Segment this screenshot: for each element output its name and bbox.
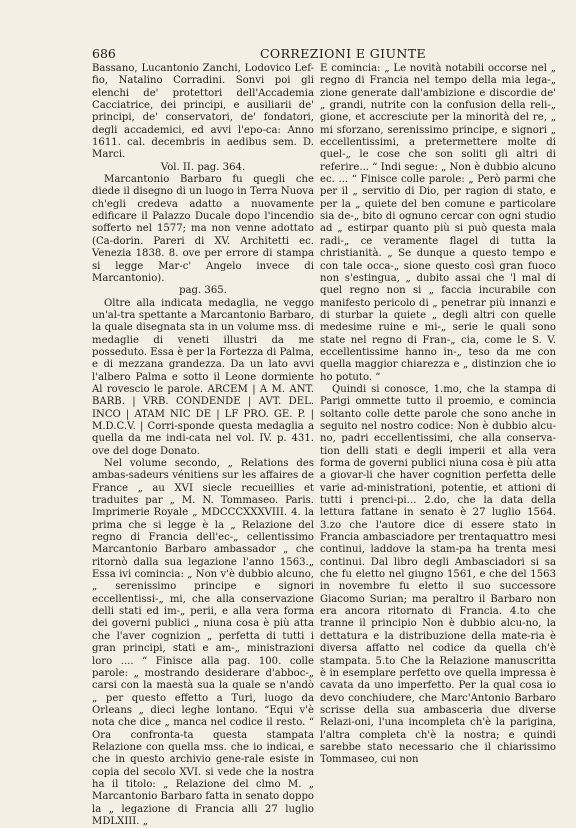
left-column	[92, 63, 314, 828]
paragraph: Quindi si conosce, 1.mo, che la stampa di Parigi ommette tutto il proemio, e comincia soltanto colle dette parole che sono anche in seguito nel nostro codice: Non è dubbio alcu-no, padri eccellentissimi, che alla conserva-tion delli stati e degli imperii et alla vera forma de governi publici niuna cosa è più atta a giovar-li che haver cognition perfetta delle varie ad-ministrationi, potentie, et attioni di tutti i prenci-pi... 2.do, che la data della lettura fattane in senato è 27 luglio 1564. 3.zo che l'autore dice di essere stato in Francia ambasciadore per trentaquattro mesi continui, laddove la stam-pa ha trenta mesi continui. Dal libro degli Ambasciadori si sa che fu eletto nel giugno 1561, e che del 1563 in novembre fu eletto il suo successore Giacomo Surian; ma peraltro il Barbaro non era ancora ritornato di Francia. 4.to che tranne il principio Non è dubbio alcu-no, la dettatura e la distribuzione della mate-ria è diversa affatto nel codice da quella ch'è stampata. 5.to Che la Relazione manuscritta è in esemplare perfetto ove quella impressa è cavata da uno imperfetto. Per la qual cosa io devo conchiudere, che Marc'Antonio Barbaro scrisse della sua ambasceria due diverse Relazi-oni, l'una incompleta ch'è la parigina, l'altra completa ch'è la nostra; e quindi sarebbe stato necessario che il chiarissimo Tommaseo, cui non	[320, 383, 556, 766]
section-heading: pag. 365.	[179, 285, 227, 297]
running-title: CORREZIONI E GIUNTE	[259, 46, 427, 61]
right-column	[320, 63, 556, 767]
paragraph: Bassano, Lucantonio Zanchi, Lodovico Lef-fio, Natalino Corradini. Sonvi poi gli elenchi de' protettori dell'Accademia Cacciatrice, dei principi, e ausiliarii de' principi, de' conservatori, de' fondatori, degli accademici, ed avvi l'epo-ca: Anno 1611. cal. decembris in aedibus sem. D. Marci.	[92, 63, 314, 161]
paragraph: Marcantonio Barbaro fu quegli che diede il disegno di un luogo in Terra Nuova ch'egli credeva adatto a nuovamente edificare il Palazzo Ducale dopo l'incendio sofferto nel 1577; ma non venne adottato (Ca-dorin. Pareri di XV. Architetti ec. Venezia 1838. 8. ove per errore di stampa si legge Mar-c' Angelo invece di Marcantonio).	[92, 174, 314, 284]
section-heading: Vol. II. pag. 364.	[160, 161, 246, 173]
page-header	[92, 46, 554, 62]
paragraph: Nel volume secondo, „ Relations des ambas-sadeurs vénitiens sur les affaires de France „ au XVI siecle recueillies et traduites par „ M. N. Tommaseo. Paris. Imprimerie Royale „ MDCCCXXXVIII. 4. la prima che si legge è la „ Relazione del regno di Francia dell'ec-„ cellentissimo Marcantonio Barbaro ambassador „ che ritornò dalla sua legazione l'anno 1563.„ Essa ivi comincia: „ Non v'è dubbio alcuno, „ serenissimo principe e signori eccellentissi-„ mi, che alla conservazione delli stati ed im-„ perii, e alla vera forma dei governi publici „ niuna cosa è più atta che l'aver cognizion „ perfetta di tutti i gran principi, stati e am-„ ministrazioni loro .... “ Finisce alla pag. 100. colle parole: „ mostrando desiderare d'abboc-„ carsi con la maestà sua la quale se n'andò „ per questo effetto a Turi, luogo da Orleans „ dieci leghe lontano. “Equi v'è nota che dice „ manca nel codice il resto. “ Ora confronta-ta questa stampata Relazione con quella mss. che io indicai, e che in questo archivio gene-rale esiste in copia del secolo XVI. si vede che la nostra ha il titolo: „ Relazione del clmo M. „ Marcantonio Barbaro fatta in senato doppo la „ legazione di Francia alli 27 luglio MDLXIII. „	[92, 458, 314, 827]
paragraph: Oltre alla indicata medaglia, ne veggo un'al-tra spettante a Marcantonio Barbaro, la quale disegnata sta in un volume mss. di medaglie di veneti illustri da me posseduto. Essa è per la Fortezza di Palma, e di mezzana grandezza. Da un lato avvi l'albero Palma e sotto il Leone dormiente Al rovescio le parole. ARCEM | A M. ANT. BARB. | VRB. CONDENDE | AVT. DEL. INCO | ATAM NIC DE | LF PRO. GE. P. | M.D.C.V. | Corri-sponde questa medaglia a quella da me indi-cata nel vol. IV. p. 431. ove del doge Donato.	[92, 297, 314, 457]
page-number: 686	[92, 46, 116, 61]
paragraph: E comincia: „ Le novità notabili occorse nel „ regno di Francia nel tempo della mia lega-„ zione generate dall'ambizione e discordie de' „ grandi, nutrite con la confusion della reli-„ gione, et accresciute per la minorità del re, „ mi sforzano, serenissimo principe, e signori „ eccellentissimi, a pretermettere molte di quel-„ le cose che son soliti gli altri di referire... “ Indi segue: „ Non è dubbio alcuno ec. ... “ Finisce colle parole: „ Però parmi che per il „ servitio di Dio, per ragion di stato, e per la „ quiete del ben comune e particolare sia de-„ bito di ognuno cercar con ogni studio ad „ estirpar quanto più si può questa mala radi-„ ce veramente flagel di tutta la christianità. „ Se dunque a questo tempo e con tale occa-„ sione questo così gran fuoco non s'estingua, „ dubito assai che 'l mal di quel regno non si „ faccia incurabile con manifesto pericolo di „ penetrar più innanzi e di sturbar la quiete „ degli altri con quelle medesime ruine e mi-„ serie le quali sono state nel regno di Fran-„ cia, come le S. V. eccellentissime hanno in-„ teso da me con quella maggior chiarezza e „ distinzion che io ho potuto. “	[320, 63, 556, 383]
